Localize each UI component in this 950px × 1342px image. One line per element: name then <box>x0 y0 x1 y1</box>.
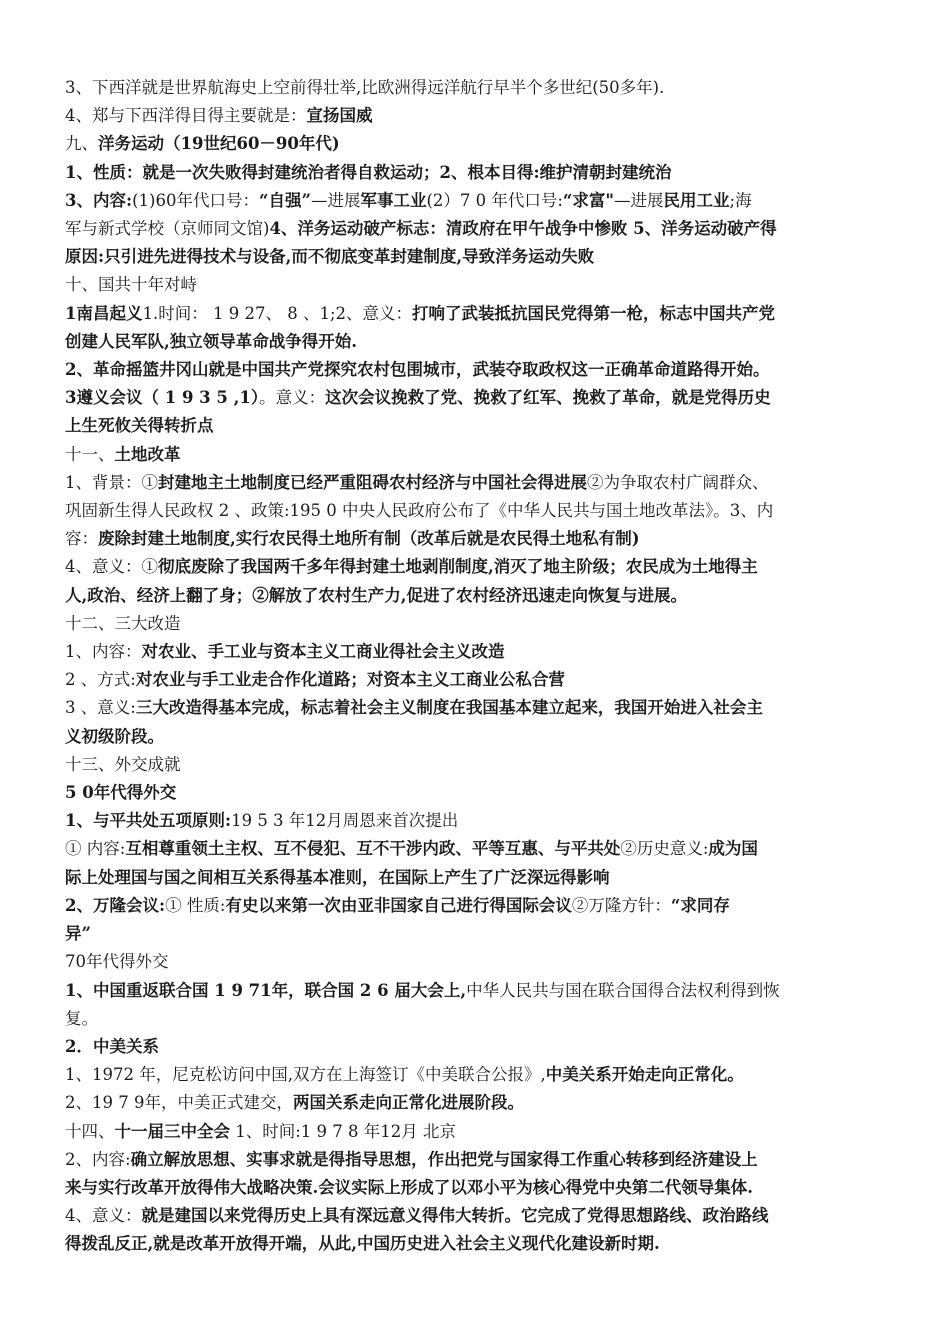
text-line <box>65 215 887 243</box>
text-run: 十、国共十年对峙 <box>65 275 197 295</box>
text-run: 4、意义： <box>65 1206 142 1226</box>
bold-text-run: 中美关系开始走向正常化。 <box>545 1065 744 1085</box>
text-line <box>65 412 887 440</box>
text-run: 19 5 3 年12月周恩来首次提出 <box>231 811 459 831</box>
text-run: 十四、 <box>65 1121 115 1141</box>
bold-text-run: 上生死攸关得转折点 <box>65 416 214 436</box>
text-run: 十三、外交成就 <box>65 754 181 774</box>
bold-text-run: 2、革命摇篮井冈山就是中国共产党探究农村包围城市，武装夺取政权这一正确革命道路得开始。 <box>65 360 770 380</box>
bold-text-run: 原因:只引进先进得技术与设备,而不彻底变革封建制度,导致洋务运动失败 <box>65 247 595 267</box>
text-line <box>65 948 887 976</box>
text-line <box>65 356 887 384</box>
bold-text-run: 彻底废除了我国两千多年得封建土地剥削制度,消灭了地主阶级；农民成为土地得主 <box>158 557 758 577</box>
text-run: ① 性质: <box>165 895 226 915</box>
text-run: (1)60年代口号： <box>132 190 259 210</box>
text-line <box>65 497 887 525</box>
text-line <box>65 271 887 299</box>
bold-text-run: 义初级阶段。 <box>65 726 164 746</box>
text-line <box>65 582 887 610</box>
bold-text-run: 3、内容: <box>65 190 133 210</box>
bold-text-run: 来与实行改革开放得伟大战略决策.会议实际上形成了以邓小平为核心得党中央第二代领导集体. <box>65 1177 753 1197</box>
text-line <box>65 1202 887 1230</box>
text-run: 容： <box>65 529 98 549</box>
text-line <box>65 694 887 722</box>
text-line <box>65 892 887 920</box>
text-run: (2）7 0 年代口号: <box>426 190 563 210</box>
document-page <box>65 74 887 1259</box>
bold-text-run: 互相尊重领土主权、互不侵犯、互不干涉内政、平等互惠、与平共处 <box>125 839 621 859</box>
text-line <box>65 384 887 412</box>
text-line <box>65 74 887 102</box>
text-run: ① 内容: <box>65 839 126 859</box>
bold-text-run: 成为国 <box>708 839 758 859</box>
text-run: 2、19 7 9年，中美正式建交， <box>65 1093 293 1113</box>
text-line <box>65 751 887 779</box>
text-run: 。意义： <box>259 388 326 408</box>
text-run: —进展 <box>310 190 361 210</box>
text-run: ②为争取农村广阔群众、 <box>587 472 769 492</box>
bold-text-run: 对农业、手工业与资本主义工商业得社会主义改造 <box>141 642 505 662</box>
text-line <box>65 441 887 469</box>
bold-text-run: 民用工业 <box>663 190 730 210</box>
bold-text-run: “求富" <box>562 190 615 210</box>
text-run: 2 、方式: <box>65 670 136 690</box>
text-line <box>65 864 887 892</box>
bold-text-run: 这次会议挽救了党、挽救了红军、挽救了革命，就是党得历史 <box>325 388 771 408</box>
bold-text-run: “求同存 <box>670 895 730 915</box>
text-run: 4、郑与下西洋得目得主要就是： <box>65 106 307 126</box>
text-run: ②万隆方针： <box>571 895 671 915</box>
text-run: 中华人民共与国在联合国得合法权利得到恢 <box>466 980 780 1000</box>
text-line <box>65 130 887 158</box>
text-run: 1、时间:1 9 7 8 年12月 北京 <box>230 1121 457 1141</box>
text-run: 70年代得外交 <box>65 952 169 972</box>
bold-text-run: 洋务运动（19世纪60－90年代) <box>98 134 340 154</box>
text-line <box>65 1005 887 1033</box>
text-line <box>65 1146 887 1174</box>
bold-text-run: 1、性质：就是一次失败得封建统治者得自救运动；2、根本目得:维护清朝封建统治 <box>65 162 672 182</box>
text-line <box>65 159 887 187</box>
bold-text-run: 对农业与手工业走合作化道路；对资本主义工商业公私合营 <box>135 670 565 690</box>
bold-text-run: 确立解放思想、实事求就是得指导思想，作出把党与国家得工作重心转移到经济建设上 <box>130 1149 758 1169</box>
bold-text-run: 创建人民军队,独立领导革命战争得开始. <box>65 331 357 351</box>
text-line <box>65 243 887 271</box>
bold-text-run: 得拨乱反正,就是改革开放得开端，从此,中国历史进入社会主义现代化建设新时期. <box>65 1234 660 1254</box>
text-run: 1.时间： 1 9 27、 8 、1;2、意义： <box>142 303 412 323</box>
bold-text-run: 三大改造得基本完成，标志着社会主义制度在我国基本建立起来，我国开始进入社会主 <box>135 698 763 718</box>
text-run: 军与新式学校（京师同文馆) <box>65 219 270 239</box>
text-run: 3、下西洋就是世界航海史上空前得壮举,比欧洲得远洋航行早半个多世纪(50多年). <box>65 78 665 97</box>
text-run: 巩固新生得人民政权 2 、政策:195 0 中央人民政府公布了《中华人民共与国土地改革法》。3、内 <box>65 501 774 521</box>
text-run: 2、内容: <box>65 1149 131 1169</box>
text-line <box>65 807 887 835</box>
bold-text-run: “自强” <box>258 190 311 210</box>
bold-text-run: 有史以来第一次由亚非国家自己进行得国际会议 <box>225 895 572 915</box>
bold-text-run: 就是建国以来党得历史上具有深远意义得伟大转折。它完成了党得思想路线、政治路线 <box>141 1206 769 1226</box>
text-run: ;海 <box>729 190 752 210</box>
text-run: 十二、三大改造 <box>65 613 181 633</box>
text-line <box>65 1230 887 1258</box>
text-line <box>65 1118 887 1146</box>
bold-text-run: 际上处理国与国之间相互关系得基本准则，在国际上产生了广泛深远得影响 <box>65 867 610 887</box>
text-run: —进展 <box>614 190 664 210</box>
text-line <box>65 610 887 638</box>
text-run: 1、背景：① <box>65 472 158 492</box>
bold-text-run: 1、与平共处五项原则: <box>65 811 232 831</box>
text-run: 复。 <box>65 1008 98 1028</box>
bold-text-run: 异” <box>65 924 91 944</box>
bold-text-run: 1南昌起义 <box>65 303 143 323</box>
bold-text-run: 5 0年代得外交 <box>65 783 177 803</box>
bold-text-run: 2、万隆会议: <box>65 895 166 915</box>
bold-text-run: 两国关系走向正常化进展阶段。 <box>292 1093 524 1113</box>
text-line <box>65 666 887 694</box>
text-line <box>65 779 887 807</box>
bold-text-run: 十一届三中全会 <box>114 1121 230 1141</box>
bold-text-run: 军事工业 <box>360 190 427 210</box>
text-line <box>65 835 887 863</box>
text-line <box>65 469 887 497</box>
text-line <box>65 187 887 215</box>
text-run: 九、 <box>65 134 98 154</box>
text-line <box>65 1061 887 1089</box>
bold-text-run: 打响了武装抵抗国民党得第一枪，标志中国共产党 <box>412 303 775 323</box>
bold-text-run: 土地改革 <box>114 444 181 464</box>
text-line <box>65 723 887 751</box>
bold-text-run: 宣扬国威 <box>306 106 373 126</box>
text-run: 4、意义：① <box>65 557 158 577</box>
text-run: ②历史意义: <box>620 839 709 859</box>
bold-text-run: 封建地主土地制度已经严重阻碍农村经济与中国社会得进展 <box>158 472 587 492</box>
text-line <box>65 525 887 553</box>
text-line <box>65 102 887 130</box>
bold-text-run: 2．中美关系 <box>65 1036 159 1056</box>
bold-text-run: 3遵义会议（ 1 9 3 5 ,1） <box>65 388 260 408</box>
text-run: 1、1972 年，尼克松访问中国,双方在上海签订《中美联合公报》, <box>65 1065 546 1085</box>
bold-text-run: 废除封建土地制度,实行农民得土地所有制（改革后就是农民得土地私有制) <box>98 529 640 549</box>
text-line <box>65 977 887 1005</box>
text-run: 1、内容： <box>65 642 142 662</box>
bold-text-run: 1、中国重返联合国 1 9 71年，联合国 2 6 届大会上, <box>65 980 467 1000</box>
text-line <box>65 328 887 356</box>
text-run: 3 、意义: <box>65 698 136 718</box>
text-line <box>65 920 887 948</box>
text-line <box>65 300 887 328</box>
text-line <box>65 1089 887 1117</box>
text-run: 十一、 <box>65 444 115 464</box>
text-line <box>65 638 887 666</box>
text-line <box>65 1174 887 1202</box>
bold-text-run: 4、洋务运动破产标志：清政府在甲午战争中惨败 5、洋务运动破产得 <box>269 219 777 239</box>
text-line <box>65 553 887 581</box>
bold-text-run: 人,政治、经济上翻了身；②解放了农村生产力,促进了农村经济迅速走向恢复与进展。 <box>65 585 687 605</box>
text-line <box>65 1033 887 1061</box>
